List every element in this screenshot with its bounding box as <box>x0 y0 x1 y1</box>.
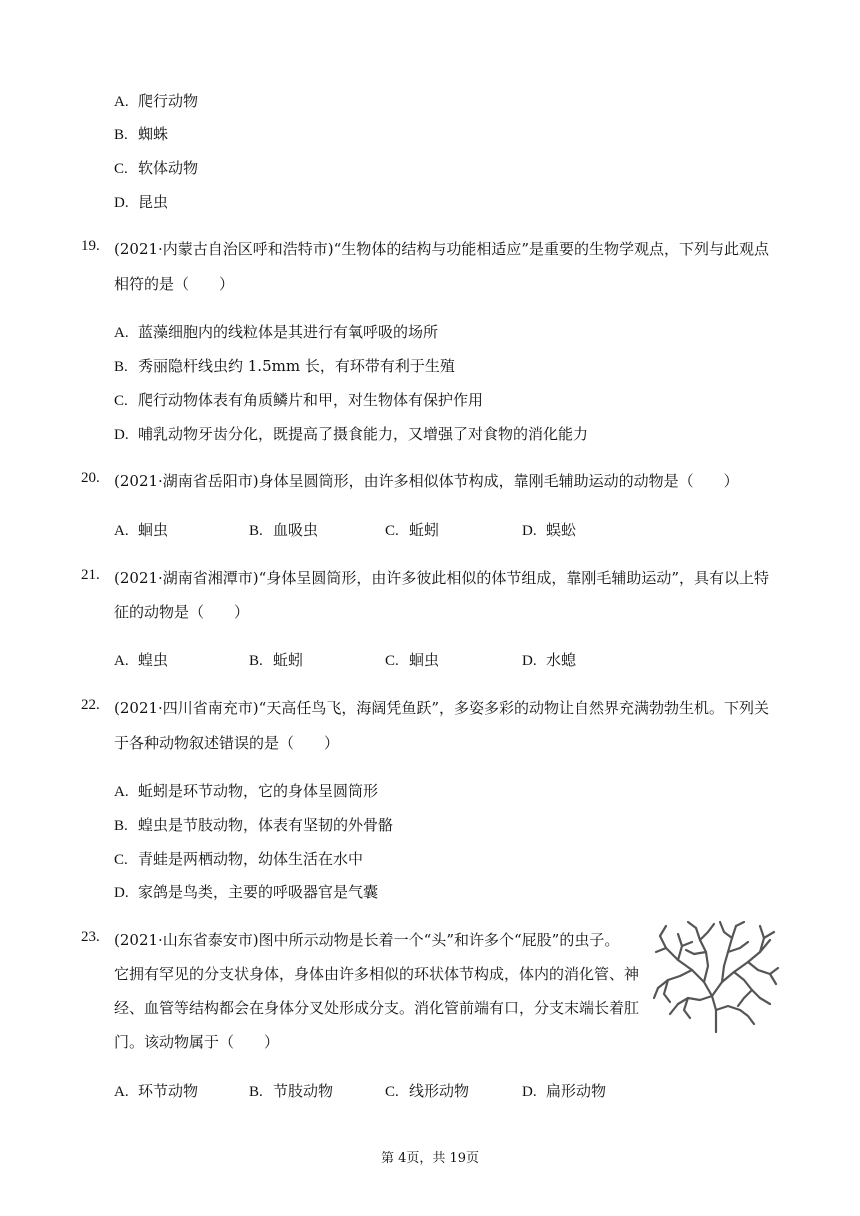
option-letter: C. <box>385 1084 399 1100</box>
question-text-line: 于各种动物叙述错误的是（ ） <box>114 734 340 752</box>
q18-option-c[interactable] <box>114 157 198 178</box>
question-text-line: (2021·山东省泰安市)图中所示动物是长着一个“头”和许多个“屁股”的虫子。 <box>114 931 620 949</box>
q19-option-a[interactable] <box>114 321 438 342</box>
q22-option-c[interactable] <box>114 848 363 869</box>
option-letter: B. <box>114 359 128 375</box>
option-text: 家鸽是鸟类，主要的呼吸器官是气囊 <box>138 883 379 901</box>
option-text: 哺乳动物牙齿分化，既提高了摄食能力，又增强了对食物的消化能力 <box>138 425 589 443</box>
q21-option-c[interactable] <box>385 649 439 670</box>
option-text: 蛔虫 <box>409 651 440 669</box>
q23-option-c[interactable] <box>385 1080 469 1101</box>
option-letter: D. <box>522 1084 537 1100</box>
option-letter: B. <box>114 818 128 834</box>
option-letter: D. <box>522 523 537 539</box>
question-text-line: (2021·湖南省岳阳市)身体呈圆筒形，由许多相似体节构成，靠刚毛辅助运动的动物是（ ） <box>114 472 739 490</box>
option-text: 蝗虫是节肢动物，体表有坚韧的外骨骼 <box>138 816 394 834</box>
q21-option-a[interactable] <box>114 649 168 670</box>
q23-option-a[interactable] <box>114 1080 198 1101</box>
option-text: 蚯蚓 <box>273 651 304 669</box>
question-text-line: 经、血管等结构都会在身体分叉处形成分支。消化管前端有口，分支末端长着肛 <box>114 999 640 1017</box>
option-text: 蜘蛛 <box>138 125 169 143</box>
q23-option-d[interactable] <box>522 1080 606 1101</box>
option-text: 蜈蚣 <box>546 521 577 539</box>
q18-option-d[interactable] <box>114 191 168 212</box>
question-number: 23. <box>81 929 100 945</box>
option-letter: D. <box>114 885 129 901</box>
question-text-line: 它拥有罕见的分支状身体，身体由许多相似的环状体节构成，体内的消化管、神 <box>114 965 640 983</box>
q21-option-b[interactable] <box>249 649 303 670</box>
option-letter: D. <box>522 653 537 669</box>
option-text: 秀丽隐杆线虫约 1.5mm 长，有环带有利于生殖 <box>138 357 455 375</box>
question-number: 20. <box>81 470 100 486</box>
option-text: 蚯蚓是环节动物，它的身体呈圆筒形 <box>138 782 379 800</box>
question-text-line: (2021·内蒙古自治区呼和浩特市)“生物体的结构与功能相适应”是重要的生物学观点，下列与此观点 <box>114 240 769 258</box>
option-letter: A. <box>114 523 129 539</box>
option-letter: A. <box>114 325 129 341</box>
option-text: 血吸虫 <box>273 521 319 539</box>
q23-option-b[interactable] <box>249 1080 333 1101</box>
option-letter: C. <box>385 653 399 669</box>
option-letter: A. <box>114 1084 129 1100</box>
q21-option-d[interactable] <box>522 649 576 670</box>
q20-option-b[interactable] <box>249 519 318 540</box>
option-letter: B. <box>249 523 263 539</box>
q20-option-a[interactable] <box>114 519 168 540</box>
question-text-line: 相符的是（ ） <box>114 275 235 293</box>
question-text-line: (2021·湖南省湘潭市)“身体呈圆筒形，由许多彼此相似的体节组成，靠刚毛辅助运动”，具有以上特 <box>114 569 769 587</box>
q19-option-d[interactable] <box>114 423 588 444</box>
option-text: 昆虫 <box>138 193 169 211</box>
option-text: 线形动物 <box>409 1082 470 1100</box>
option-text: 青蛙是两栖动物，幼体生活在水中 <box>138 850 364 868</box>
option-letter: D. <box>114 427 129 443</box>
option-text: 蛔虫 <box>138 521 169 539</box>
option-letter: A. <box>114 94 129 110</box>
q19-option-b[interactable] <box>114 355 455 376</box>
option-text: 环节动物 <box>138 1082 199 1100</box>
question-text-line: 门。该动物属于（ ） <box>114 1033 280 1051</box>
question-number: 21. <box>81 567 100 583</box>
option-text: 水螅 <box>546 651 577 669</box>
q18-option-a[interactable] <box>114 90 198 111</box>
option-text: 节肢动物 <box>273 1082 334 1100</box>
q19-option-c[interactable] <box>114 389 483 410</box>
option-letter: A. <box>114 784 129 800</box>
branching-worm-figure <box>652 918 780 1034</box>
option-letter: A. <box>114 653 129 669</box>
q22-option-a[interactable] <box>114 780 378 801</box>
option-text: 蓝藻细胞内的线粒体是其进行有氧呼吸的场所 <box>138 323 439 341</box>
question-number: 19. <box>81 238 100 254</box>
option-letter: C. <box>385 523 399 539</box>
q22-option-b[interactable] <box>114 814 393 835</box>
question-number: 22. <box>81 697 100 713</box>
option-text: 蝗虫 <box>138 651 169 669</box>
option-letter: B. <box>249 653 263 669</box>
option-letter: C. <box>114 393 128 409</box>
option-letter: B. <box>114 127 128 143</box>
option-letter: B. <box>249 1084 263 1100</box>
page-footer: 第 4页，共 19页 <box>380 1151 480 1166</box>
option-letter: D. <box>114 195 129 211</box>
option-text: 软体动物 <box>138 159 199 177</box>
option-letter: C. <box>114 161 128 177</box>
option-text: 爬行动物 <box>138 92 199 110</box>
q22-option-d[interactable] <box>114 881 378 902</box>
option-letter: C. <box>114 852 128 868</box>
option-text: 蚯蚓 <box>409 521 440 539</box>
q20-option-d[interactable] <box>522 519 576 540</box>
option-text: 扁形动物 <box>546 1082 607 1100</box>
question-text-line: (2021·四川省南充市)“天高任鸟飞，海阔凭鱼跃”，多姿多彩的动物让自然界充满勃勃生机。下列关 <box>114 699 769 717</box>
q18-option-b[interactable] <box>114 123 168 144</box>
option-text: 爬行动物体表有角质鳞片和甲，对生物体有保护作用 <box>138 391 484 409</box>
question-text-line: 征的动物是（ ） <box>114 603 250 621</box>
q20-option-c[interactable] <box>385 519 439 540</box>
